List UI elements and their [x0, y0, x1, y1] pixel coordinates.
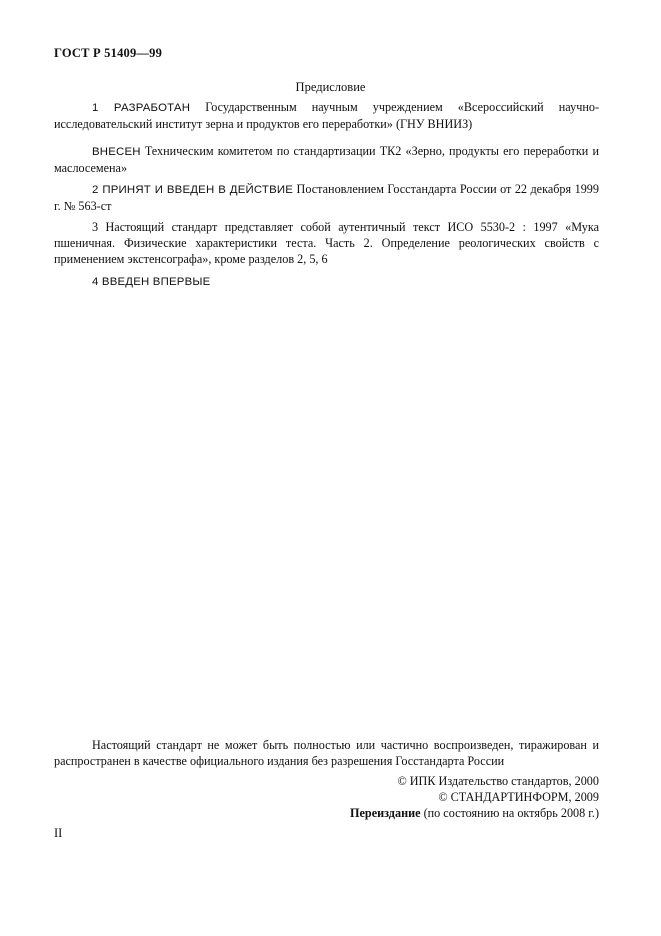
preface-item-first-introduced [54, 273, 599, 290]
introduced-label: ВНЕСЕН [92, 146, 141, 158]
adopted-text: Постановлением Госстандарта России от 22 декабря 1999 г. № 563-ст [54, 182, 599, 213]
introduced-text: Техническим комитетом по стандартизации ТК2 «Зерно, продукты его переработки и маслосемена» [54, 144, 599, 175]
preface-item-introduced [54, 143, 599, 176]
authentic-text: 3 Настоящий стандарт представляет собой аутентичный текст ИСО 5530-2 : 1997 «Мука пшеничная. Физические характеристики теста. Часть 2. Определение реологических свойств с применением экстенсографа», кроме разделов 2, 5, 6 [54, 220, 599, 266]
standard-code: ГОСТ Р 51409—99 [54, 46, 163, 60]
copyright-standartinform: © СТАНДАРТИНФОРМ, 2009 [438, 790, 599, 804]
preface-item-adopted [54, 181, 599, 214]
reissue-line [350, 805, 599, 821]
preface-item-developed [54, 99, 599, 132]
reissue-text: (по состоянию на октябрь 2008 г.) [420, 806, 599, 820]
preface-item-authentic-text [54, 219, 599, 267]
preface-title: Предисловие [295, 80, 366, 94]
first-introduced-label: 4 ВВЕДЕН ВПЕРВЫЕ [92, 276, 211, 288]
reproduction-notice-text: Настоящий стандарт не может быть полностью или частично воспроизведен, тиражирован и распространен в качестве официального издания без разрешения Госстандарта России [54, 738, 599, 768]
reissue-label: Переиздание [350, 806, 421, 820]
copyright-ipk: © ИПК Издательство стандартов, 2000 [397, 774, 599, 788]
developed-text: Государственным научным учреждением «Всероссийский научно-исследовательский институт зерна и продуктов его переработки» (ГНУ ВНИИЗ) [54, 100, 599, 131]
reproduction-notice [54, 737, 599, 769]
developed-label: 1 РАЗРАБОТАН [92, 102, 191, 114]
adopted-label: 2 ПРИНЯТ И ВВЕДЕН В ДЕЙСТВИЕ [92, 184, 294, 196]
page-number: II [54, 826, 63, 840]
